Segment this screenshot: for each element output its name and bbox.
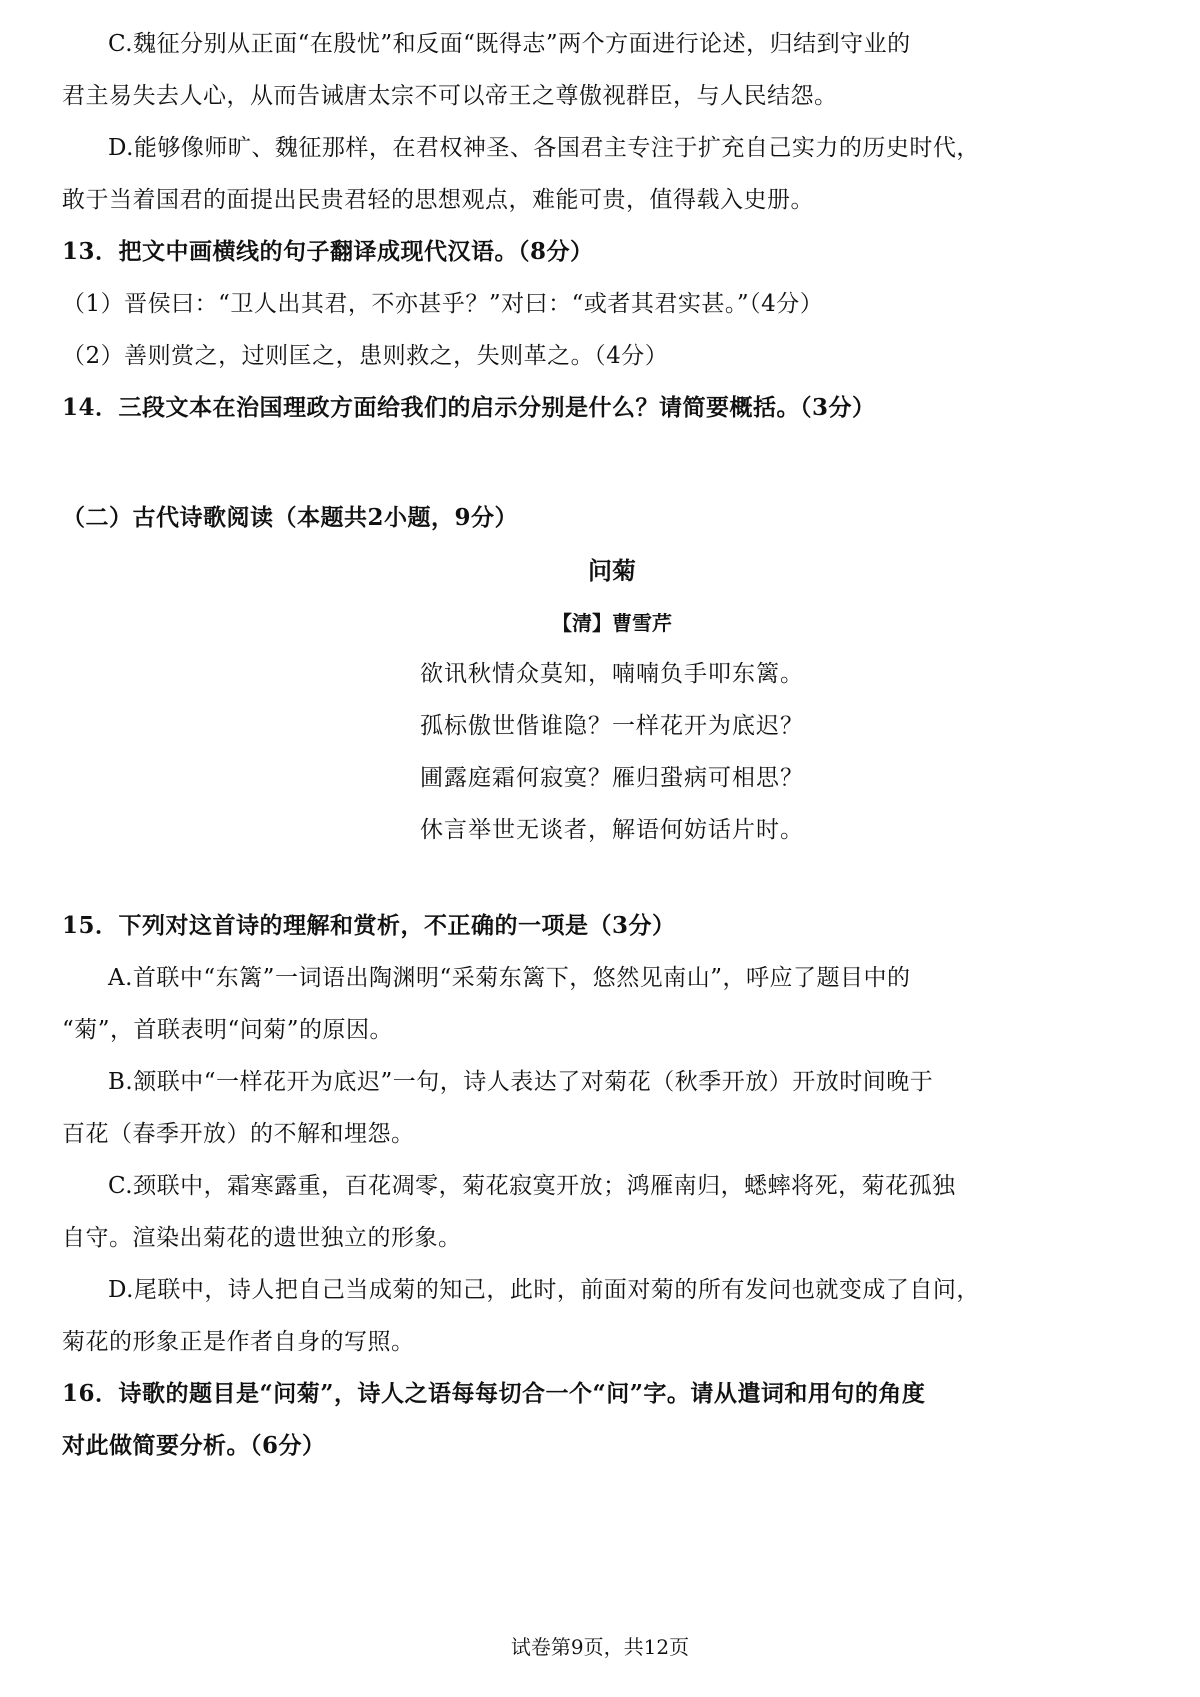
q15-option-c-line2: 自守。渲染出菊花的遗世独立的形象。 xyxy=(62,1225,462,1251)
exam-page xyxy=(62,18,1142,1472)
poem-title: 问菊 xyxy=(588,556,636,585)
q14-title: 14．三段文本在治国理政方面给我们的启示分别是什么？请简要概括。（3分） xyxy=(62,394,876,421)
q15-option-d-line2: 菊花的形象正是作者自身的写照。 xyxy=(62,1329,415,1355)
q15-option-d-line1: D.尾联中，诗人把自己当成菊的知己，此时，前面对菊的所有发问也就变成了自问， xyxy=(108,1277,980,1303)
q16-line1: 16．诗歌的题目是“问菊”，诗人之语每每切合一个“问”字。请从遣词和用句的角度 xyxy=(62,1380,926,1407)
q12-option-c-line2: 君主易失去人心，从而告诫唐太宗不可以帝王之尊傲视群臣，与人民结怨。 xyxy=(62,83,838,109)
q13-title: 13．把文中画横线的句子翻译成现代汉语。（8分） xyxy=(62,238,594,265)
poem-line-1: 欲讯秋情众莫知，喃喃负手叩东篱。 xyxy=(420,661,804,687)
poem-line-3: 圃露庭霜何寂寞？雁归蛩病可相思？ xyxy=(420,765,804,791)
q15-option-a-line1: A.首联中“东篱”一词语出陶渊明“采菊东篱下，悠然见南山”，呼应了题目中的 xyxy=(108,965,911,991)
poem-gap xyxy=(62,856,1142,900)
q15-option-c-line1: C.颈联中，霜寒露重，百花凋零，菊花寂寞开放；鸿雁南归，蟋蟀将死，菊花孤独 xyxy=(108,1173,956,1199)
q12-option-c-line1: C.魏征分别从正面“在殷忧”和反面“既得志”两个方面进行论述，归结到守业的 xyxy=(108,31,911,57)
q13-sub1: （1）晋侯曰：“卫人出其君，不亦甚乎？”对曰：“或者其君实甚。”（4分） xyxy=(62,291,824,317)
poem-line-4: 休言举世无谈者，解语何妨话片时。 xyxy=(420,817,804,843)
answer-space xyxy=(62,434,1142,492)
poem-line-2: 孤标傲世偕谁隐？一样花开为底迟？ xyxy=(420,713,804,739)
page-footer: 试卷第9页，共12页 xyxy=(510,1635,690,1659)
q15-option-a-line2: “菊”，首联表明“问菊”的原因。 xyxy=(62,1017,394,1043)
section2-title: （二）古代诗歌阅读（本题共2小题，9分） xyxy=(62,504,519,531)
q16-line2: 对此做简要分析。（6分） xyxy=(62,1432,326,1459)
q12-option-d-line1: D.能够像师旷、魏征那样，在君权神圣、各国君主专注于扩充自己实力的历史时代， xyxy=(108,135,980,161)
poem-author: 【清】曹雪芹 xyxy=(552,611,672,635)
q15-option-b-line2: 百花（春季开放）的不解和埋怨。 xyxy=(62,1121,415,1147)
q15-option-b-line1: B.颔联中“一样花开为底迟”一句，诗人表达了对菊花（秋季开放）开放时间晚于 xyxy=(108,1069,934,1095)
q12-option-d-line2: 敢于当着国君的面提出民贵君轻的思想观点，难能可贵，值得载入史册。 xyxy=(62,187,814,213)
q15-title: 15．下列对这首诗的理解和赏析，不正确的一项是（3分） xyxy=(62,912,676,939)
q13-sub2: （2）善则赏之，过则匡之，患则救之，失则革之。（4分） xyxy=(62,343,669,369)
